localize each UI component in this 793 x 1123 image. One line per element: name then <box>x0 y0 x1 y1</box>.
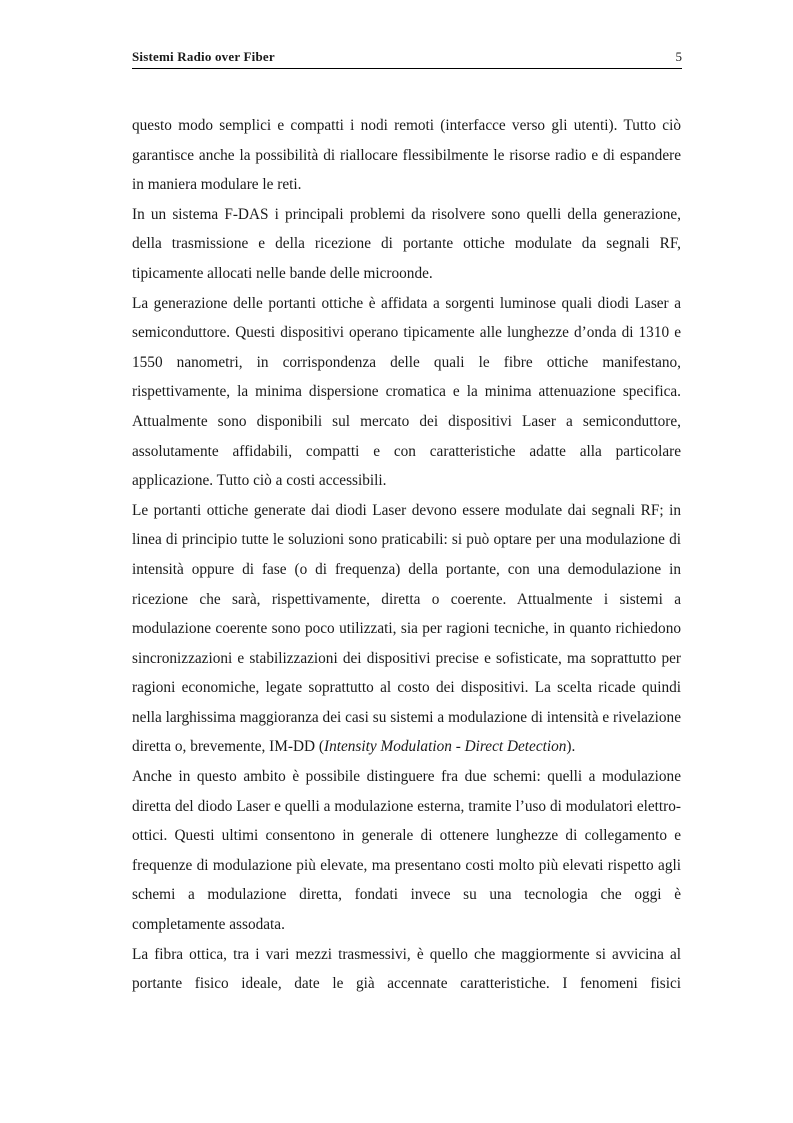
paragraph-4-italic-term: Intensity Modulation - Direct Detection <box>324 738 567 756</box>
paragraph-5: Anche in questo ambito è possibile distinguere fra due schemi: quelli a modulazione diretta del diodo Laser e quelli a modulazione esterna, tramite l’uso di modulatori elettro-ottici. Questi ultimi consentono in generale di ottenere lunghezze di collegamento e frequenze di modulazione più elevate, ma presentano costi molto più elevati rispetto agli schemi a modulazione diretta, fondati invece su una tecnologia che oggi è completamente assodata. <box>132 768 681 934</box>
paragraph-4 <box>132 496 681 762</box>
paragraph-4-text: Le portanti ottiche generate dai diodi Laser devono essere modulate dai segnali RF; in linea di principio tutte le soluzioni sono praticabili: si può optare per una modulazione di intensità oppure di fase (o di frequenza) della portante, con una demodulazione in ricezione che sarà, rispettivamente, diretta o coerente. Attualmente i sistemi a modulazione coerente sono poco utilizzati, sia per ragioni tecniche, in quanto richiedono sincronizzazioni e stabilizzazioni dei dispositivi precise e sofisticate, ma soprattutto per ragioni economiche, legate soprattutto al costo dei dispositivi. La scelta ricade quindi nella larghissima maggioranza dei casi su sistemi a modulazione di intensità e rivelazione diretta o, brevemente, IM-DD ( <box>132 501 681 756</box>
paragraph-1: questo modo semplici e compatti i nodi remoti (interfacce verso gli utenti). Tutto ciò garantisce anche la possibilità di riallocare flessibilmente le risorse radio e di espandere in maniera modulare le reti. <box>132 117 681 194</box>
paragraph-3: La generazione delle portanti ottiche è affidata a sorgenti luminose quali diodi Laser a semiconduttore. Questi dispositivi operano tipicamente alle lunghezze d’onda di 1310 e 1550 nanometri, in corrispondenza delle quali le fibre ottiche manifestano, rispettivamente, la minima dispersione cromatica e la minima attenuazione specifica. Attualmente sono disponibili sul mercato dei dispositivi Laser a semiconduttore, assolutamente affidabili, compatti e con caratteristiche adatte alla particolare applicazione. Tutto ciò a costi accessibili. <box>132 294 681 490</box>
running-title: Sistemi Radio over Fiber <box>132 49 275 64</box>
paragraph-2: In un sistema F-DAS i principali problemi da risolvere sono quelli della generazione, della trasmissione e della ricezione di portante ottiche modulate da segnali RF, tipicamente allocati nelle bande delle microonde. <box>132 205 681 282</box>
paragraph-6: La fibra ottica, tra i vari mezzi trasmessivi, è quello che maggiormente si avvicina al portante fisico ideale, date le già accennate caratteristiche. I fenomeni fisici <box>132 945 681 993</box>
page-number: 5 <box>675 49 682 64</box>
running-header <box>132 48 682 69</box>
body-text <box>132 111 681 999</box>
paragraph-4-end: ). <box>566 738 576 756</box>
